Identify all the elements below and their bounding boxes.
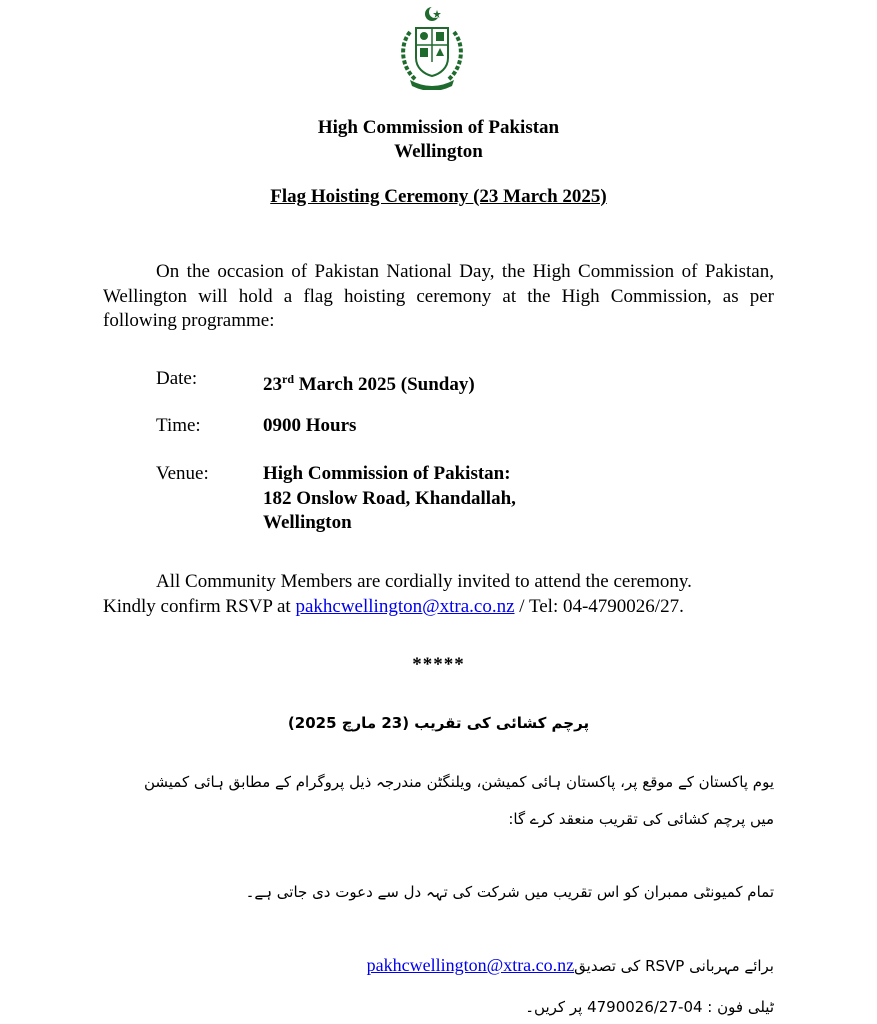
urdu-invite: تمام کمیونٹی ممبران کو اس تقریب میں شرکت کی تہہ دل سے دعوت دی جاتی ہے۔	[245, 883, 774, 901]
intro-text: On the occasion of Pakistan National Day, the High Commission of Pakistan, Wellington will hold a flag hoisting ceremony at the High Commission, as per following programme:	[103, 261, 774, 331]
urdu-paragraph-line1: یوم پاکستان کے موقع پر، پاکستان ہائی کمیشن، ویلنگٹن مندرجہ ذیل پروگرام کے مطابق ہائی کمیشن	[143, 773, 774, 791]
date-label: Date:	[156, 368, 198, 389]
page-title: Flag Hoisting Ceremony (23 March 2025)	[270, 186, 607, 207]
urdu-phone-line: ٹیلی فون : 04-4790026/27 پر کریں۔	[525, 998, 774, 1016]
state-emblem-icon	[396, 4, 468, 90]
date-value: 23rd March 2025 (Sunday)	[263, 372, 475, 395]
urdu-title: پرچم کشائی کی تقریب (23 مارچ 2025)	[287, 714, 590, 732]
rsvp-line: Kindly confirm RSVP at pakhcwellington@xtra.co.nz / Tel: 04-4790026/27.	[103, 595, 684, 617]
email-link[interactable]: pakhcwellington@xtra.co.nz	[295, 595, 515, 617]
org-name: High Commission of Pakistan	[317, 117, 560, 138]
time-label: Time:	[156, 415, 201, 436]
venue-label: Venue:	[156, 463, 209, 484]
intro-paragraph	[103, 260, 774, 334]
urdu-paragraph-line2: میں پرچم کشائی کی تقریب منعقد کرے گا:	[508, 810, 774, 828]
urdu-rsvp-line: برائے مہربانی RSVP کی تصدیقpakhcwellington@xtra.co.nz	[366, 955, 774, 975]
city-name: Wellington	[394, 141, 483, 162]
invite-line: All Community Members are cordially invited to attend the ceremony.	[156, 571, 692, 592]
separator: *****	[412, 654, 465, 675]
venue-value: High Commission of Pakistan: 182 Onslow Road, Khandallah, Wellington	[263, 463, 516, 533]
urdu-email-link[interactable]: pakhcwellington@xtra.co.nz	[366, 955, 575, 975]
time-value: 0900 Hours	[263, 415, 357, 436]
invite-paragraph	[103, 570, 774, 619]
